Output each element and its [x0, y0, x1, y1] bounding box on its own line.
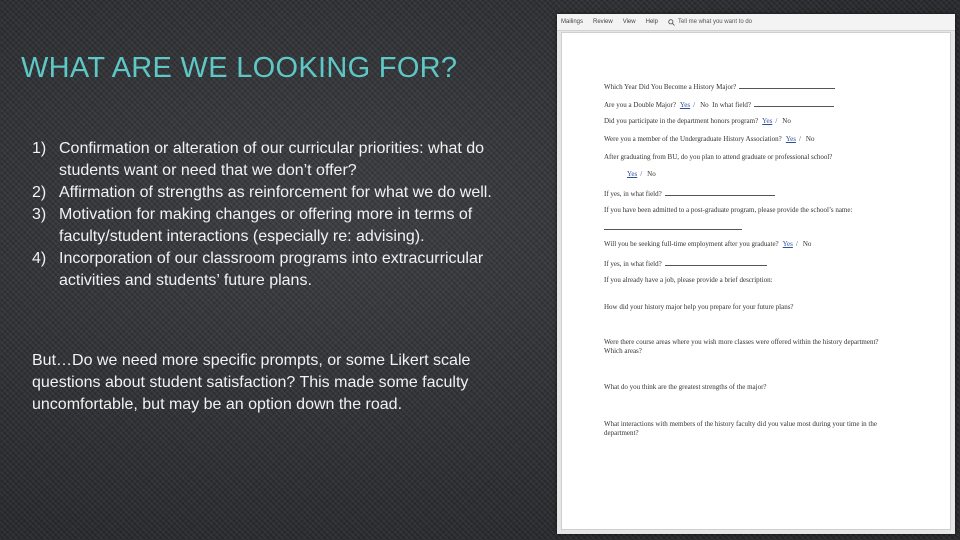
answer-blank[interactable] [604, 229, 742, 230]
answer-blank[interactable] [665, 258, 767, 266]
list-number: 4) [32, 250, 47, 267]
no-option[interactable]: No [805, 135, 815, 143]
answer-blank[interactable] [739, 81, 835, 89]
form-field: Which Year Did You Become a History Major? [604, 81, 904, 92]
no-option[interactable]: No [782, 117, 791, 125]
closing-paragraph: But…Do we need more specific prompts, or some Likert scale questions about student satisfaction? This made some faculty uncomfortable, but may be an option down the road. [32, 352, 471, 413]
search-icon [668, 19, 675, 26]
tab-review[interactable]: Review [593, 19, 613, 25]
yes-option[interactable]: Yes [782, 240, 793, 248]
no-option[interactable]: No [647, 170, 656, 178]
form-field: How did your history major help you prepare for your future plans? [604, 303, 794, 311]
yes-option[interactable]: Yes [679, 101, 691, 109]
form-field: Are you a Double Major? Yes / No In what field? [604, 99, 904, 110]
list-item [32, 204, 492, 248]
slide-title: WHAT ARE WE LOOKING FOR? [21, 52, 458, 84]
form-field: What interactions with members of the history faculty did you value most during your time in the department? [604, 420, 877, 437]
list-text: Incorporation of our classroom programs into extracurricular activities and students’ future plans. [59, 250, 484, 289]
no-option[interactable]: No [700, 101, 709, 109]
form-field: If yes, in what field? [604, 258, 904, 269]
list-text: Motivation for making changes or offering more in terms of faculty/student interactions (especially re: advising). [59, 206, 473, 245]
no-option[interactable]: No [802, 240, 812, 248]
list-item [32, 248, 492, 292]
form-field: Will you be seeking full-time employment after you graduate? Yes / No [604, 240, 812, 248]
yes-option[interactable]: Yes [762, 117, 773, 125]
word-screenshot [557, 14, 955, 534]
list-number: 2) [32, 184, 47, 201]
form-field: If you already have a job, please provide a brief description: [604, 276, 773, 284]
yes-option[interactable]: Yes [627, 170, 638, 178]
list-text: Affirmation of strengths as reinforcement for what we do well. [59, 184, 492, 201]
list-number: 1) [32, 140, 47, 157]
answer-blank[interactable] [754, 99, 834, 107]
form-field: Were there course areas where you wish more classes were offered within the history department? Which areas? [604, 338, 879, 355]
list-number: 3) [32, 206, 47, 223]
tell-me-search[interactable] [668, 19, 752, 26]
list-item [32, 138, 492, 182]
form-field: What do you think are the greatest strengths of the major? [604, 383, 767, 391]
tab-mailings[interactable]: Mailings [561, 19, 584, 25]
ribbon-tabs [557, 14, 955, 31]
form-field: If yes, in what field? [604, 188, 904, 199]
form-field: Were you a member of the Undergraduate History Association? Yes / No [604, 135, 815, 143]
form-options: Yes / No [627, 170, 656, 178]
tell-me-text: Tell me what you want to do [677, 19, 752, 25]
priorities-list [32, 138, 492, 292]
list-item [32, 182, 492, 204]
list-text: Confirmation or alteration of our curricular priorities: what do students want or need that we don’t offer? [59, 140, 485, 179]
form-field: If you have been admitted to a post-graduate program, please provide the school’s name: [604, 206, 853, 214]
document-page[interactable] [561, 32, 951, 530]
tab-view[interactable]: View [622, 19, 636, 25]
form-field: After graduating from BU, do you plan to attend graduate or professional school? [604, 153, 833, 161]
tab-help[interactable]: Help [645, 19, 658, 25]
yes-option[interactable]: Yes [785, 135, 796, 143]
form-field: Did you participate in the department honors program? Yes / No [604, 117, 791, 125]
answer-blank[interactable] [665, 188, 775, 196]
